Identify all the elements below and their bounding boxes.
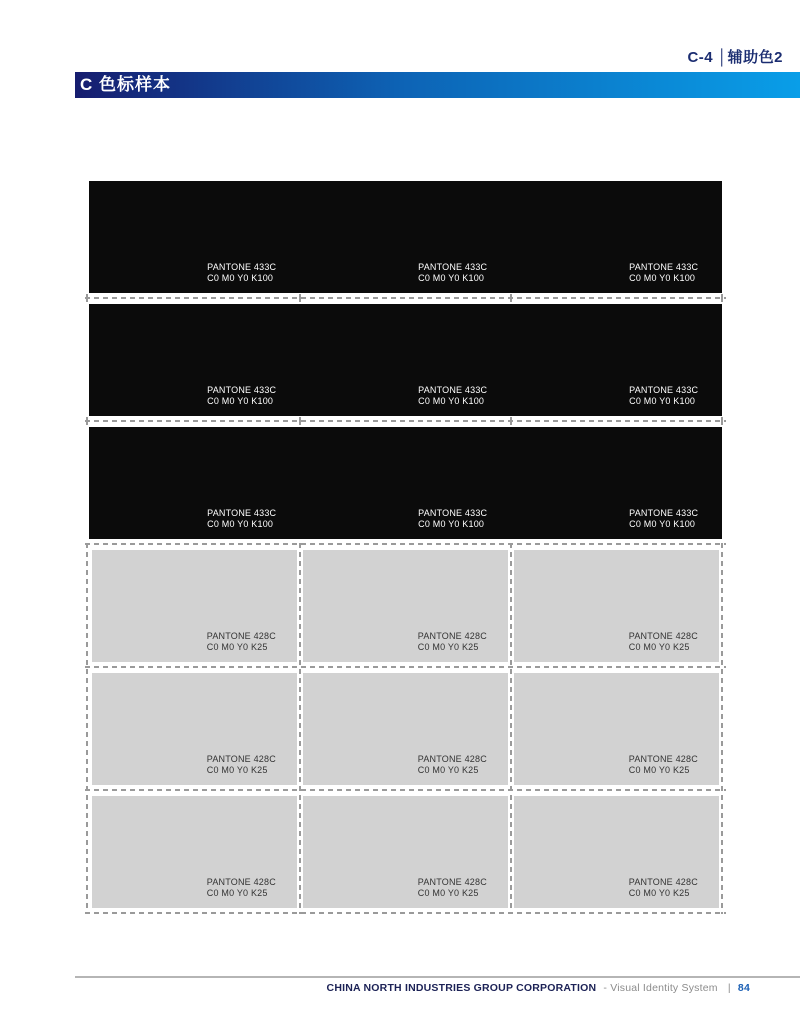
cut-line-horizontal	[85, 912, 726, 914]
swatch-pantone-name: PANTONE 428C	[628, 631, 698, 641]
swatch-pantone-name: PANTONE 433C	[418, 508, 488, 518]
swatch-cell	[303, 550, 508, 662]
swatch-label	[418, 262, 487, 284]
swatch-pantone-name: PANTONE 433C	[629, 508, 699, 518]
footer-suffix: - Visual Identity System	[603, 982, 718, 994]
swatch-cmyk-value: C0 M0 Y0 K100	[629, 519, 696, 529]
cut-mark-tick	[299, 417, 301, 425]
swatch-label	[629, 754, 698, 776]
swatch-cell	[511, 181, 722, 293]
swatch-pantone-name: PANTONE 433C	[629, 262, 699, 272]
swatch-row	[89, 427, 722, 539]
swatch-cell	[92, 796, 297, 908]
swatch-cell	[511, 427, 722, 539]
swatch-pantone-name: PANTONE 428C	[206, 631, 276, 641]
swatch-cell	[89, 427, 300, 539]
swatch-cmyk-value: C0 M0 Y0 K25	[206, 642, 268, 652]
swatch-cmyk-value: C0 M0 Y0 K25	[206, 888, 268, 898]
swatch-label	[207, 508, 276, 530]
swatch-label	[629, 631, 698, 653]
swatch-cmyk-value: C0 M0 Y0 K100	[207, 396, 274, 406]
swatch-label	[207, 262, 276, 284]
swatch-pantone-name: PANTONE 428C	[417, 877, 487, 887]
swatch-label	[418, 508, 487, 530]
cut-mark-tick	[510, 294, 512, 302]
swatch-row	[89, 181, 722, 293]
swatch-pantone-name: PANTONE 433C	[418, 385, 488, 395]
swatch-cmyk-value: C0 M0 Y0 K100	[629, 273, 696, 283]
footer-divider: |	[727, 982, 731, 994]
swatch-row	[89, 550, 722, 662]
cut-line-vertical	[299, 543, 301, 914]
swatch-cmyk-value: C0 M0 Y0 K25	[628, 642, 690, 652]
title-bar	[75, 72, 800, 98]
swatch-label	[207, 754, 276, 776]
swatch-pantone-name: PANTONE 428C	[206, 877, 276, 887]
swatch-pantone-name: PANTONE 428C	[417, 754, 487, 764]
swatch-cell	[92, 550, 297, 662]
swatch-cmyk-value: C0 M0 Y0 K100	[629, 396, 696, 406]
cut-line-vertical	[510, 543, 512, 914]
cut-mark-tick	[86, 417, 88, 425]
swatch-grid	[89, 181, 722, 914]
swatch-row	[89, 796, 722, 908]
cut-mark-tick	[721, 294, 723, 302]
swatch-pantone-name: PANTONE 428C	[628, 877, 698, 887]
cut-mark-tick	[721, 417, 723, 425]
swatch-cell	[514, 673, 719, 785]
swatch-label	[418, 631, 487, 653]
swatch-label	[629, 508, 698, 530]
swatch-cmyk-value: C0 M0 Y0 K25	[417, 642, 479, 652]
swatch-cmyk-value: C0 M0 Y0 K100	[418, 519, 485, 529]
swatch-cell	[89, 181, 300, 293]
swatch-cmyk-value: C0 M0 Y0 K100	[207, 273, 274, 283]
swatch-label	[418, 877, 487, 899]
cut-line-horizontal	[85, 789, 726, 791]
cut-mark-tick	[86, 294, 88, 302]
cut-line-horizontal	[85, 297, 726, 299]
swatch-cmyk-value: C0 M0 Y0 K25	[628, 765, 690, 775]
swatch-label	[207, 631, 276, 653]
swatch-pantone-name: PANTONE 428C	[206, 754, 276, 764]
swatch-cell	[300, 304, 511, 416]
swatch-cell	[89, 304, 300, 416]
swatch-pantone-name: PANTONE 428C	[628, 754, 698, 764]
swatch-pantone-name: PANTONE 433C	[418, 262, 488, 272]
swatch-label	[629, 877, 698, 899]
page-title: C 色标样本	[80, 75, 171, 94]
swatch-cell	[514, 550, 719, 662]
page-number: 84	[737, 982, 750, 994]
swatch-pantone-name: PANTONE 433C	[207, 508, 277, 518]
cut-mark-tick	[299, 294, 301, 302]
section-label: C-4 │辅助色2	[687, 49, 783, 66]
swatch-cmyk-value: C0 M0 Y0 K100	[207, 519, 274, 529]
swatch-cmyk-value: C0 M0 Y0 K100	[418, 396, 485, 406]
cut-mark-tick	[510, 417, 512, 425]
footer-text	[327, 982, 750, 994]
swatch-pantone-name: PANTONE 433C	[207, 262, 277, 272]
swatch-cmyk-value: C0 M0 Y0 K25	[206, 765, 268, 775]
cut-line-horizontal	[85, 666, 726, 668]
swatch-cell	[300, 427, 511, 539]
swatch-label	[207, 385, 276, 407]
swatch-cell	[92, 673, 297, 785]
swatch-cmyk-value: C0 M0 Y0 K100	[418, 273, 485, 283]
swatch-cell	[511, 304, 722, 416]
cut-line-horizontal	[85, 420, 726, 422]
swatch-label	[418, 385, 487, 407]
cut-line-horizontal	[85, 543, 726, 545]
swatch-cell	[303, 673, 508, 785]
footer-rule	[75, 976, 800, 978]
cut-line-vertical	[86, 543, 88, 914]
cut-line-vertical	[721, 543, 723, 914]
swatch-pantone-name: PANTONE 433C	[207, 385, 277, 395]
swatch-pantone-name: PANTONE 433C	[629, 385, 699, 395]
swatch-label	[629, 385, 698, 407]
swatch-pantone-name: PANTONE 428C	[417, 631, 487, 641]
swatch-label	[207, 877, 276, 899]
swatch-cell	[303, 796, 508, 908]
swatch-label	[418, 754, 487, 776]
swatch-cell	[300, 181, 511, 293]
swatch-cmyk-value: C0 M0 Y0 K25	[628, 888, 690, 898]
swatch-label	[629, 262, 698, 284]
swatch-row	[89, 304, 722, 416]
company-name: CHINA NORTH INDUSTRIES GROUP CORPORATION	[326, 982, 597, 994]
swatch-row	[89, 673, 722, 785]
swatch-cmyk-value: C0 M0 Y0 K25	[417, 765, 479, 775]
swatch-cell	[514, 796, 719, 908]
swatch-cmyk-value: C0 M0 Y0 K25	[417, 888, 479, 898]
